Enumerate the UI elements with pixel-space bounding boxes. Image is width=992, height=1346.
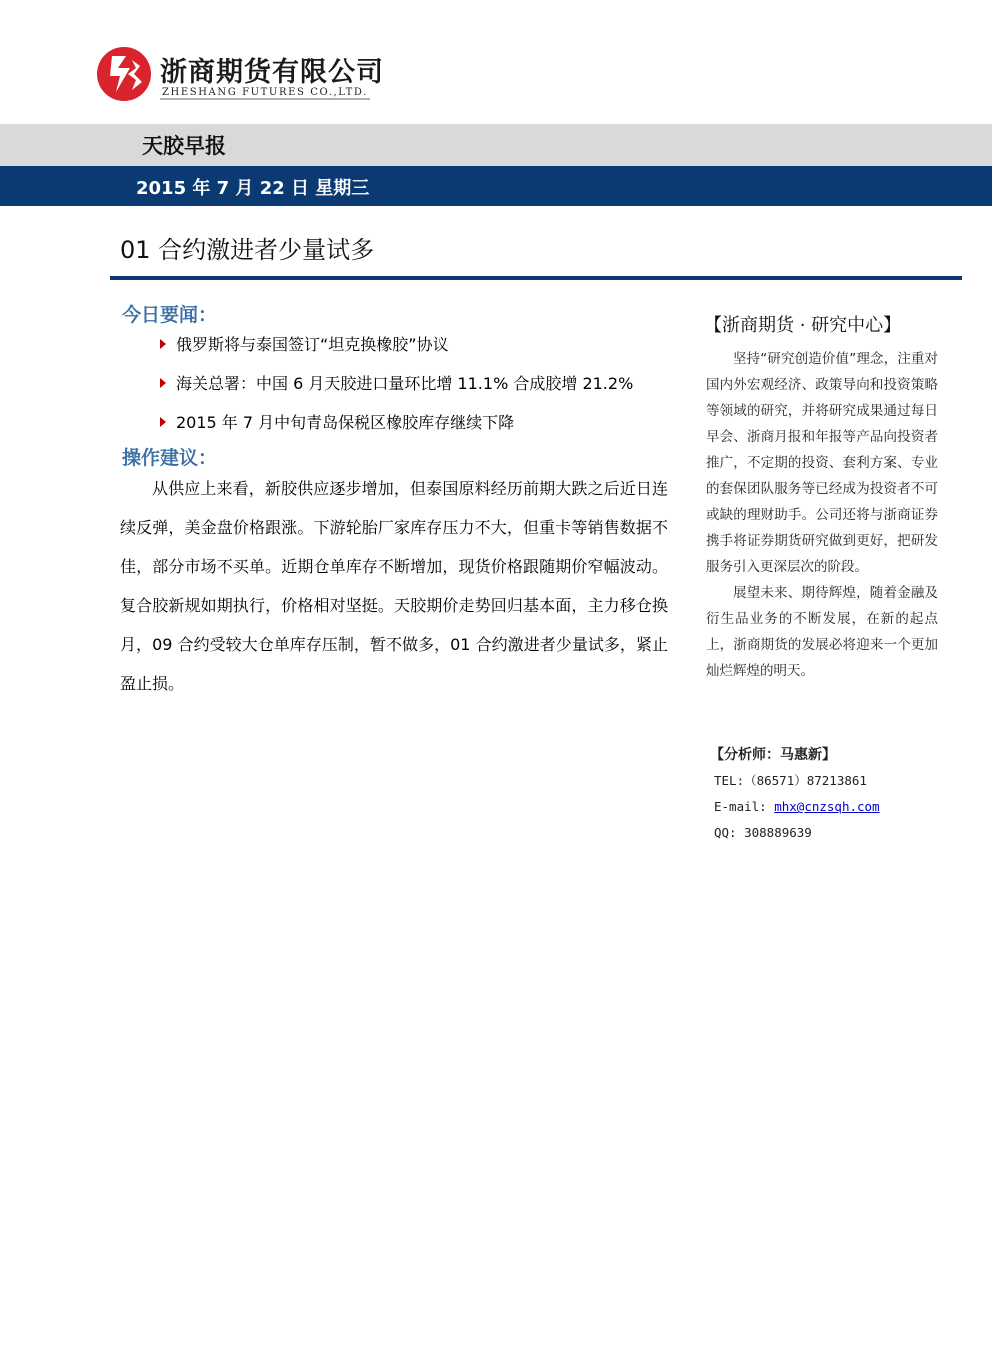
sidebar-paragraph: 展望未来、期待辉煌，随着金融及衍生品业务的不断发展，在新的起点上，浙商期货的发展必将迎来一个更加灿烂辉煌的明天。	[706, 585, 938, 679]
triangle-bullet-icon	[160, 339, 166, 349]
research-center-sidebar	[706, 306, 938, 684]
news-section-title: 今日要闻：	[122, 304, 218, 326]
news-list	[160, 332, 680, 449]
sidebar-title: 【浙商期货 · 研究中心】	[704, 315, 902, 336]
advice-section-title: 操作建议：	[122, 447, 218, 469]
company-name-cn: 浙商期货有限公司	[160, 57, 384, 88]
company-name-en: ZHESHANG FUTURES CO.,LTD.	[162, 87, 368, 98]
report-headline: 01 合约激进者少量试多	[120, 236, 375, 264]
report-type-title: 天胶早报	[142, 134, 226, 158]
analyst-qq: QQ: 308889639	[714, 825, 812, 840]
news-item-text: 2015 年 7 月中旬青岛保税区橡胶库存继续下降	[176, 413, 515, 432]
sidebar-paragraph: 坚持“研究创造价值”理念，注重对国内外宏观经济、政策导向和投资策略等领域的研究，并将研究成果通过每日早会、浙商月报和年报等产品向投资者推广，不定期的投资、套利方案、专业的套保团队服务等已经成为投资者不可或缺的理财助手。公司还将与浙商证券携手将证券期货研究做到更好，把研发服务引入更深层次的阶段。	[706, 351, 938, 575]
news-item-text: 海关总署：中国 6 月天胶进口量环比增 11.1% 合成胶增 21.2%	[176, 374, 634, 393]
report-date: 2015 年 7 月 22 日 星期三	[136, 178, 370, 199]
analyst-tel: TEL:（86571）87213861	[714, 773, 867, 788]
zheshang-logo-icon	[96, 46, 152, 102]
analyst-title: 【分析师：马惠新】	[710, 747, 836, 763]
list-item	[160, 332, 680, 371]
list-item	[160, 371, 680, 410]
email-link[interactable]: mhx@cnzsqh.com	[774, 799, 880, 814]
advice-paragraph: 从供应上来看，新胶供应逐步增加，但泰国原料经历前期大跌之后近日连续反弹，美金盘价格跟涨。下游轮胎厂家库存压力不大，但重卡等销售数据不佳，部分市场不买单。近期仓单库存不断增加，现货价格跟随期价窄幅波动。复合胶新规如期执行，价格相对坚挺。天胶期价走势回归基本面，主力移仓换月，09 合约受较大仓单库存压制，暂不做多，01 合约激进者少量试多，紧止盈止损。	[120, 479, 668, 693]
email-label: E-mail:	[714, 799, 767, 814]
analyst-info	[710, 742, 970, 846]
company-divider	[160, 98, 370, 100]
headline-divider	[110, 276, 962, 280]
triangle-bullet-icon	[160, 378, 166, 388]
news-item-text: 俄罗斯将与泰国签订“坦克换橡胶”协议	[176, 335, 449, 354]
analyst-email-row	[710, 794, 970, 820]
list-item	[160, 410, 680, 449]
triangle-bullet-icon	[160, 417, 166, 427]
